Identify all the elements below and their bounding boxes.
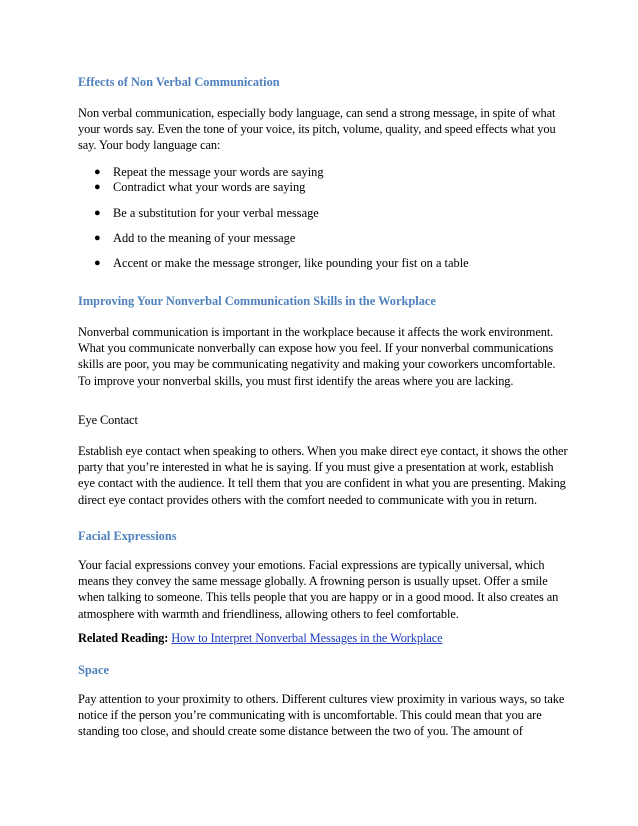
- facial-expressions-heading: Facial Expressions: [78, 529, 177, 543]
- related-reading: [78, 630, 568, 646]
- eye-contact-paragraph: Establish eye contact when speaking to others. When you make direct eye contact, it shows the other party that you’re interested in what he is saying. If you must give a presentation at work, establish eye contact with the audience. It tell them that you are confident in what you are presenting. Making direct eye contact provides others with the comfort needed to communicate with you in return.: [78, 444, 568, 507]
- improving-heading: Improving Your Nonverbal Communication Skills in the Workplace: [78, 294, 436, 308]
- improving-paragraph: Nonverbal communication is important in the workplace because it affects the work environment. What you communicate nonverbally can expose how you feel. If your nonverbal communications skills are poor, you may be communicating negativity and making your coworkers uncomfortable. To improve your nonverbal skills, you must first identify the areas where you are lacking.: [78, 325, 556, 388]
- related-reading-label: Related Reading:: [78, 631, 169, 645]
- space-heading: Space: [78, 663, 109, 677]
- bullet-dot-icon: ●: [94, 181, 101, 193]
- bullet-dot-icon: ●: [94, 232, 101, 244]
- effects-heading: Effects of Non Verbal Communication: [78, 75, 280, 89]
- bullet-dot-icon: ●: [94, 166, 101, 178]
- bullet-dot-icon: ●: [94, 257, 101, 269]
- related-reading-link[interactable]: How to Interpret Nonverbal Messages in the Workplace: [171, 631, 443, 645]
- eye-contact-heading: Eye Contact: [78, 413, 138, 427]
- facial-expressions-paragraph: Your facial expressions convey your emotions. Facial expressions are typically universal, which means they convey the same message globally. A frowning person is usually upset. Offer a smile when talking to someone. This tells people that you are happy or in a good mood. It also creates an atmosphere with warmth and friendliness, allowing others to feel comfortable.: [78, 558, 559, 621]
- bullet-dot-icon: ●: [94, 207, 101, 219]
- effects-intro-paragraph: Non verbal communication, especially body language, can send a strong message, in spite of what your words say. Even the tone of your voice, its pitch, volume, quality, and speed effects what you say. Your body language can:: [78, 106, 556, 153]
- space-paragraph: Pay attention to your proximity to others. Different cultures view proximity in various ways, so take notice if the person you’re communicating with is uncomfortable. This could mean that you are standing too close, and should create some distance between the two of you. The amount of: [78, 692, 565, 739]
